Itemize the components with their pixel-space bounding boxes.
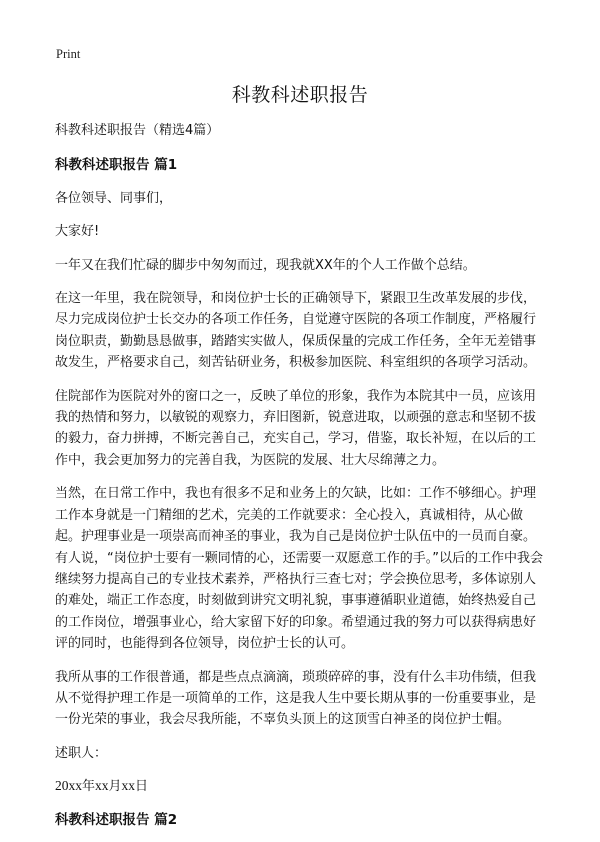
paragraph-1: 一年又在我们忙碌的脚步中匆匆而过，现我就XX年的个人工作做个总结。	[55, 257, 476, 273]
paragraph-5: 我所从事的工作很普通，都是些点点滴滴，琐琐碎碎的事，没有什么丰功伟绩，但我从不觉得护理工作是一项简单的工作，这是我人生中要长期从事的一份重要事业，是一份光荣的事业，我会尽我所能，不辜负头顶上的这顶雪白神圣的岗位护士帽。	[55, 669, 537, 728]
print-link[interactable]: Print	[56, 47, 81, 61]
paragraph-4: 当然，在日常工作中，我也有很多不足和业务上的欠缺，比如：工作不够细心。护理工作本身就是一门精细的艺术，完美的工作就要求：全心投入，真诚相待，从心做起。护理事业是一项崇高而神圣的事业，我为自己是岗位护士队伍中的一员而自豪。有人说，“岗位护士要有一颗同情的心，还需要一双愿意工作的手。”以后的工作中我会继续努力提高自己的专业技术素养，严格执行三查七对；学会换位思考，多体谅别人的难处，端正工作态度，时刻做到讲究文明礼貌，事事遵循职业道德，始终热爱自己的工作岗位，增强事业心，给大家留下好的印象。希望通过我的努力可以获得病患好评的同时，也能得到各位领导，岗位护士长的认可。	[55, 486, 543, 652]
section-1-heading: 科教科述职报告 篇1	[55, 157, 178, 174]
date-day-unit: 日	[135, 779, 149, 795]
signature-label: 述职人：	[55, 745, 108, 761]
date-month: xx	[95, 778, 109, 794]
greeting: 大家好!	[55, 224, 100, 240]
salutation: 各位领导、同事们，	[55, 190, 173, 206]
document-subtitle: 科教科述职报告（精选4篇）	[55, 123, 220, 138]
paragraph-3: 住院部作为医院对外的窗口之一，反映了单位的形象，我作为本院其中一员，应该用我的热情和努力，以敏锐的观察力，弃旧图新，锐意进取，以顽强的意志和坚韧不拔的毅力，奋力拼搏，不断完善自己，充实自己，学习，借鉴，取长补短，在以后的工作中，我会更加努力的完善自我，为医院的发展、壮大尽绵薄之力。	[55, 388, 537, 468]
document-body	[55, 120, 547, 842]
date-month-unit: 月	[108, 779, 122, 795]
date-year: 20xx	[55, 778, 82, 794]
signature-date	[55, 775, 547, 797]
document-title: 科教科述职报告	[231, 84, 369, 106]
section-2-heading: 科教科述职报告 篇2	[55, 811, 178, 828]
date-day: xx	[121, 778, 136, 794]
date-year-unit: 年	[82, 779, 96, 795]
paragraph-2: 在这一年里，我在院领导，和岗位护士长的正确领导下，紧跟卫生改革发展的步伐，尽力完成岗位护士长交办的各项工作任务，自觉遵守医院的各项工作制度，严格履行岗位职责，勤勤恳恳做事，踏踏实实做人，保质保量的完成工作任务，全年无差错事故发生，严格要求自己，刻苦钻研业务，积极参加医院、科室组织的各项学习活动。	[55, 291, 537, 371]
